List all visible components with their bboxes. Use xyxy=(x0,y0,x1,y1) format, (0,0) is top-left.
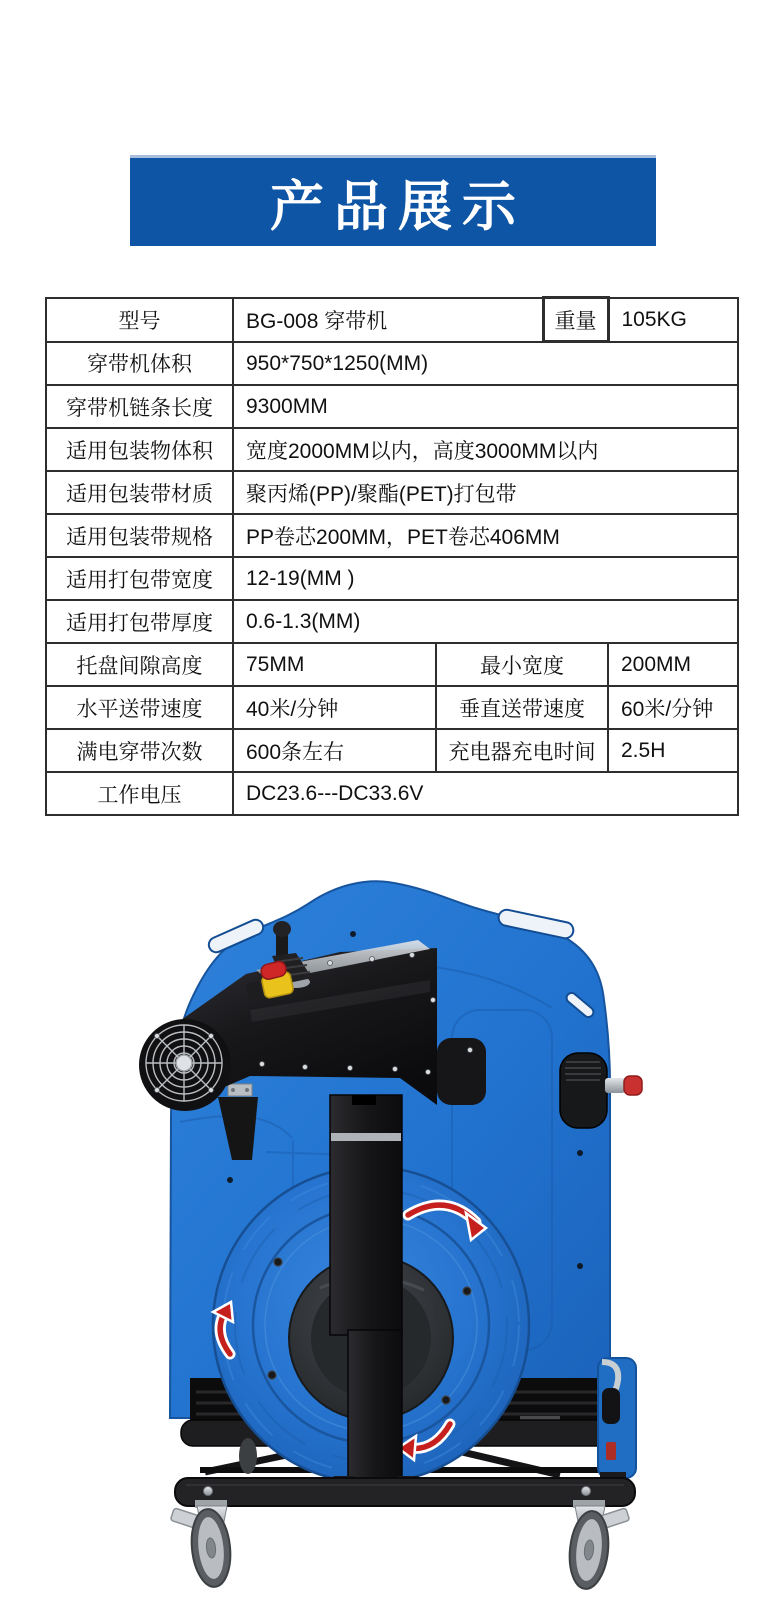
spec-value: 75MM xyxy=(233,643,436,686)
spec-label: 重量 xyxy=(543,298,608,342)
spec-label: 型号 xyxy=(46,298,233,342)
spec-row xyxy=(46,342,738,386)
spec-label: 穿带机链条长度 xyxy=(46,385,233,428)
spec-label: 适用包装带规格 xyxy=(46,514,233,557)
section-title-banner xyxy=(130,158,656,246)
trolley-front xyxy=(175,1478,635,1506)
spec-label: 适用打包带厚度 xyxy=(46,600,233,643)
spec-row xyxy=(46,643,738,686)
spec-value: 聚丙烯(PP)/聚酯(PET)打包带 xyxy=(233,471,738,514)
spec-value: 950*750*1250(MM) xyxy=(233,342,738,386)
spec-row xyxy=(46,385,738,428)
arm-extension xyxy=(437,1038,486,1105)
section-title: 产品展示 xyxy=(270,176,526,237)
spec-value: 60米/分钟 xyxy=(608,686,738,729)
strapping-machine-illustration xyxy=(0,860,778,1600)
spec-value: DC23.6---DC33.6V xyxy=(233,772,738,815)
spec-value: BG-008 穿带机 xyxy=(233,298,543,342)
spec-label: 工作电压 xyxy=(46,772,233,815)
spec-row xyxy=(46,298,738,342)
spec-row xyxy=(46,514,738,557)
spec-label: 满电穿带次数 xyxy=(46,729,233,772)
spec-value: 9300MM xyxy=(233,385,738,428)
spec-value: 40米/分钟 xyxy=(233,686,436,729)
spec-table xyxy=(45,296,739,816)
spec-value: 12-19(MM ) xyxy=(233,557,738,600)
spec-label: 充电器充电时间 xyxy=(436,729,608,772)
spec-value: PP卷芯200MM，PET卷芯406MM xyxy=(233,514,738,557)
spec-row xyxy=(46,729,738,772)
spec-label: 适用包装物体积 xyxy=(46,428,233,471)
knob-pin-red-cap xyxy=(624,1076,642,1095)
spec-label: 穿带机体积 xyxy=(46,342,233,386)
tension-knob xyxy=(560,1053,642,1128)
spec-label: 适用打包带宽度 xyxy=(46,557,233,600)
spec-row xyxy=(46,428,738,471)
spec-row xyxy=(46,471,738,514)
spec-value: 宽度2000MM以内，高度3000MM以内 xyxy=(233,428,738,471)
front-left-caster xyxy=(170,1500,234,1589)
spec-row xyxy=(46,686,738,729)
spec-label: 托盘间隙高度 xyxy=(46,643,233,686)
spec-row xyxy=(46,772,738,815)
spec-table-body xyxy=(46,298,738,816)
spec-value: 200MM xyxy=(608,643,738,686)
spec-label: 适用包装带材质 xyxy=(46,471,233,514)
side-latch xyxy=(598,1358,636,1482)
front-right-caster xyxy=(566,1500,630,1591)
spec-value: 105KG xyxy=(608,298,738,342)
spec-label: 垂直送带速度 xyxy=(436,686,608,729)
product-photo xyxy=(0,860,778,1600)
spec-row xyxy=(46,557,738,600)
spec-value: 0.6-1.3(MM) xyxy=(233,600,738,643)
spec-label: 水平送带速度 xyxy=(46,686,233,729)
spec-row xyxy=(46,600,738,643)
spec-value: 600条左右 xyxy=(233,729,436,772)
spec-value: 2.5H xyxy=(608,729,738,772)
spec-label: 最小宽度 xyxy=(436,643,608,686)
